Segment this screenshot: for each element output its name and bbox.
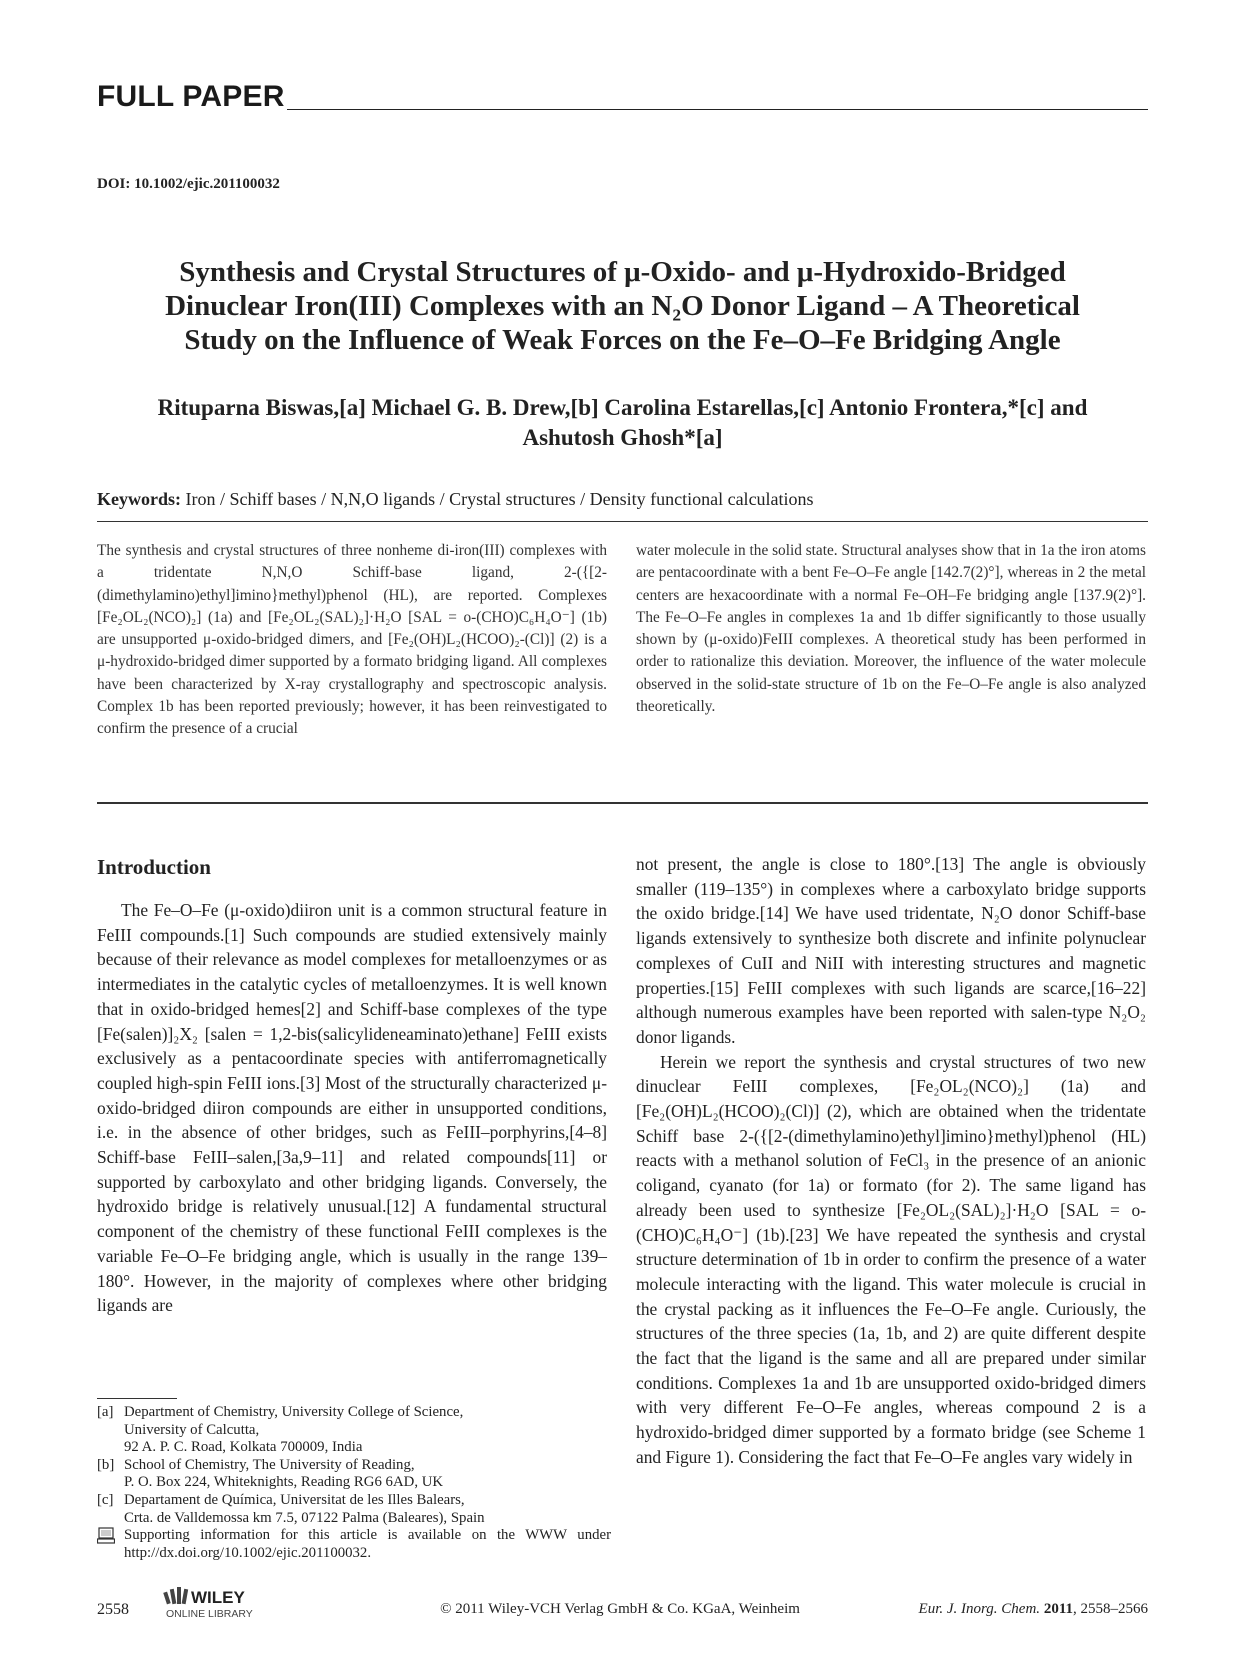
section-label: FULL PAPER <box>97 80 285 113</box>
author-list <box>97 393 1148 453</box>
page-number: 2558 <box>97 1601 129 1618</box>
article-title <box>97 255 1148 357</box>
footnote-line: P. O. Box 224, Whiteknights, Reading RG6 6AD, UK <box>124 1474 444 1491</box>
copyright: © 2011 Wiley-VCH Verlag GmbH & Co. KGaA, Weinheim <box>440 1601 800 1617</box>
footnote-line: University of Calcutta, <box>124 1421 260 1438</box>
footnote-line: Crta. de Valldemossa km 7.5, 07122 Palma (Baleares), Spain <box>124 1509 485 1526</box>
abstract-right-column <box>636 540 1146 718</box>
abstract-rule <box>97 802 1148 804</box>
title-line: Dinuclear Iron(III) Complexes with an N₂O Donor Ligand – A Theoretical <box>165 290 1080 322</box>
title-line: Study on the Influence of Weak Forces on the Fe–O–Fe Bridging Angle <box>184 324 1061 356</box>
footnote-line: 92 A. P. C. Road, Kolkata 700009, India <box>124 1439 363 1456</box>
svg-text:ONLINE LIBRARY: ONLINE LIBRARY <box>166 1608 253 1620</box>
footnote <box>97 1457 611 1492</box>
keywords-label: Keywords: <box>97 489 181 509</box>
footnote-tag: [c] <box>97 1491 114 1508</box>
svg-text:WILEY: WILEY <box>191 1588 245 1607</box>
body-paragraph: not present, the angle is close to 180°.[13] The angle is obviously smaller (119–135°) in complexes where a carboxylato bridge supports the oxido bridge.[14] We have used tridentate, N₂O donor Schiff-base ligands extensively to synthesize both discrete and infinite polynuclear complexes of CuII and NiII with interesting structures and magnetic properties.[15] FeIII complexes with such ligands are scarce,[16–22] although numerous examples have been reported with salen-type N₂O₂ donor ligands. <box>636 854 1146 1047</box>
footnote <box>97 1404 611 1457</box>
footnote-tag: [b] <box>97 1456 115 1473</box>
abstract-text: The synthesis and crystal structures of three nonheme di-iron(III) complexes with a tridentate N,N,O Schiff-base ligand, 2-({[2-(dimethylamino)ethyl]imino}methyl)phenol (HL), are reported. Complexes [Fe₂OL₂(NCO)₂] (1a) and [Fe₂OL₂(SAL)₂]·H₂O [SAL = o-(CHO)C₆H₄O⁻] (1b) are unsupported μ-oxido-bridged dimers, and [Fe₂(OH)L₂(HCOO)₂-(Cl)] (2) is a μ-hydroxido-bridged dimer supported by a formato bridging ligand. All complexes have been characterized by X-ray crystallography and spectroscopic analysis. Complex 1b has been reported previously; however, it has been reinvestigated to confirm the presence of a crucial <box>97 542 607 738</box>
author-line: Ashutosh Ghosh*[a] <box>522 425 723 450</box>
journal-reference <box>919 1601 1148 1618</box>
keywords <box>97 489 814 510</box>
abstract-text: water molecule in the solid state. Structural analyses show that in 1a the iron atoms are pentacoordinate with a bent Fe–O–Fe angle [142.7(2)°], whereas in 2 the metal centers are hexacoordinate with a normal Fe–OH–Fe bridging angle [137.9(2)°]. The Fe–O–Fe angles in complexes 1a and 1b differ significantly to those usually shown by (μ-oxido)FeIII complexes. A theoretical study has been performed in order to rationalize this deviation. Moreover, the influence of the water molecule observed in the solid-state structure of 1b on the Fe–O–Fe angle is also analyzed theoretically. <box>636 542 1146 716</box>
abstract-left-column <box>97 540 607 741</box>
footnote <box>97 1492 611 1527</box>
footnote <box>97 1527 611 1562</box>
supporting-info-icon <box>97 1527 124 1562</box>
journal-name: Eur. J. Inorg. Chem. <box>918 1601 1041 1617</box>
journal-pages: , 2558–2566 <box>1073 1601 1148 1617</box>
body-left-column <box>97 898 607 1318</box>
keywords-text: Iron / Schiff bases / N,N,O ligands / Crystal structures / Density functional calculations <box>185 489 814 509</box>
footnote-line: Departament de Química, Universitat de les Illes Balears, <box>124 1491 465 1508</box>
doi: DOI: 10.1002/ejic.201100032 <box>97 176 280 192</box>
footnote-line: School of Chemistry, The University of Reading, <box>124 1456 415 1473</box>
journal-year: 2011 <box>1043 1601 1073 1617</box>
body-paragraph: The Fe–O–Fe (μ-oxido)diiron unit is a common structural feature in FeIII compounds.[1] Such compounds are studied extensively mainly because of their relevance as model complexes for metalloenzymes or as intermediates in the catalytic cycles of metalloenzymes. It is well known that in oxido-bridged hemes[2] and Schiff-base complexes of the type [Fe(salen)]₂X₂ [salen = 1,2-bis(salicylideneaminato)ethane] FeIII exists exclusively as a pentacoordinate species with antiferromagnetically coupled high-spin FeIII ions.[3] Most of the structurally characterized μ-oxido-bridged diiron compounds are either in unsupported conditions, i.e. in the absence of other bridges, such as FeIII–porphyrins,[4–8] Schiff-base FeIII–salen,[3a,9–11] and related compounds[11] or supported by carboxylato and other bridging ligands. Conversely, the hydroxido bridge is relatively unusual.[12] A fundamental structural component of the chemistry of these functional FeIII complexes is the variable Fe–O–Fe bridging angle, which is usually in the range 139–180°. However, in the majority of complexes where other bridging ligands are <box>97 900 607 1316</box>
footnote-line: Department of Chemistry, University College of Science, <box>124 1404 464 1420</box>
keywords-rule <box>97 521 1148 522</box>
footnote-rule <box>97 1398 177 1399</box>
section-heading: Introduction <box>97 855 211 879</box>
body-paragraph: Herein we report the synthesis and crystal structures of two new dinuclear FeIII complexes, [Fe₂OL₂(NCO)₂] (1a) and [Fe₂(OH)L₂(HCOO)₂(Cl)] (2), which are obtained when the tridentate Schiff base 2-({[2-(dimethylamino)ethyl]imino}methyl)phenol (HL) reacts with a methanol solution of FeCl₃ in the presence of an anionic coligand, cyanato (for 1a) or formato (for 2). The same ligand has already been used to synthesize [Fe₂OL₂(SAL)₂]·H₂O [SAL = o-(CHO)C₆H₄O⁻] (1b).[23] We have repeated the synthesis and crystal structure determination of 1b in order to confirm the presence of a water molecule interacting with the ligand. This water molecule is crucial in the crystal packing as it influences the Fe–O–Fe angle. Curiously, the structures of the three species (1a, 1b, and 2) are quite different despite the fact that the ligand is the same and all are prepared under similar conditions. Complexes 1a and 1b are unsupported oxido-bridged dimers with very different Fe–O–Fe angles, whereas compound 2 is a hydroxido-bridged dimer supported by a formato bridge (see Scheme 1 and Figure 1). Considering the fact that Fe–O–Fe angles vary widely in <box>636 1051 1146 1467</box>
body-right-column <box>636 852 1146 1470</box>
footnote-tag: [a] <box>97 1404 114 1420</box>
author-line: Rituparna Biswas,[a] Michael G. B. Drew,[b] Carolina Estarellas,[c] Antonio Frontera,*[c] and <box>157 395 1088 420</box>
footnote-line: Supporting information for this article is available on the WWW under http://dx.doi.org/10.1002/ejic.201100032. <box>124 1527 611 1561</box>
title-line: Synthesis and Crystal Structures of μ-Oxido- and μ-Hydroxido-Bridged <box>179 256 1066 288</box>
affiliation-footnotes <box>97 1404 611 1562</box>
